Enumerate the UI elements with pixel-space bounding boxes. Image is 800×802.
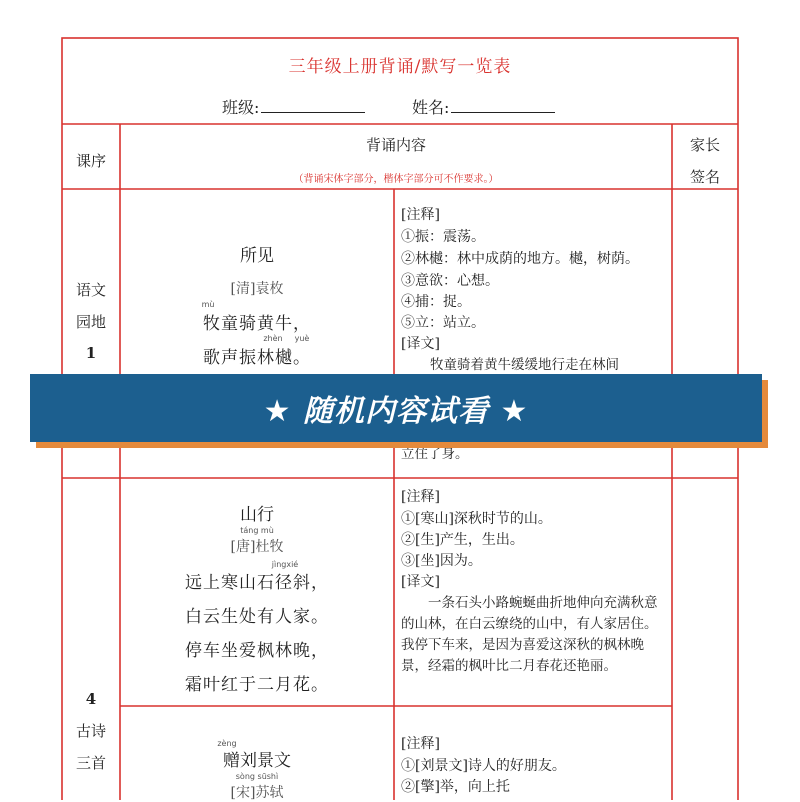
lesson1-line1: 牧童骑黄牛， [203, 314, 311, 334]
lesson4-note-2: ②[生]产生，生出。 [401, 532, 524, 548]
lesson1-note-3: ③意欲：心想。 [401, 273, 499, 289]
lesson1-trans-text: 牧童骑着黄牛缓缓地行走在林间 [430, 357, 619, 373]
lesson4-note-3: ③[坐]因为。 [401, 553, 482, 569]
lesson4-line1: 远上寒山石径斜， [185, 573, 329, 593]
lesson1-label-2: 园地 [75, 313, 106, 331]
lesson1-note-2: ②林樾：林中成荫的地方。樾，树荫。 [401, 251, 639, 267]
class-blank[interactable] [261, 98, 365, 113]
lesson1-pinyin-zhen: zhèn [263, 334, 283, 343]
lesson1-author: [清]袁枚 [230, 281, 284, 297]
lesson4-poem2-note-2: ②[擎]举，向上托 [401, 779, 510, 795]
name-label: 姓名: [412, 98, 450, 117]
lesson4-label-1: 4 [85, 690, 97, 708]
lesson1-line2: 歌声振林樾。 [203, 348, 311, 368]
lesson1-note-5: ⑤立：站立。 [401, 315, 485, 331]
lesson4-poem2-pinyin-zeng: zèng [217, 739, 237, 748]
lesson4-line4: 霜叶红于二月花。 [185, 675, 329, 695]
lesson4-poem2-title: 赠刘景文 [223, 751, 291, 771]
sheet-title: 三年级上册背诵/默写一览表 [288, 57, 512, 77]
lesson4-poem2-note-1: ①[刘景文]诗人的好朋友。 [401, 758, 566, 774]
lesson4-pinyin-jingxie: jìngxié [271, 560, 299, 569]
lesson4-line3: 停车坐爱枫林晚， [185, 641, 329, 661]
lesson1-pinyin-yue: yuè [294, 334, 310, 343]
class-label: 班级: [222, 98, 260, 117]
lesson4-line2: 白云生处有人家。 [185, 607, 329, 627]
lesson4-poem2-notes-head: [注释] [401, 736, 440, 752]
lesson1-pinyin-mu: mù [201, 300, 215, 309]
lesson4-poem-title: 山行 [240, 505, 274, 525]
lesson4-trans-text: 一条石头小路蜿蜒曲折地伸向充满秋意的山林，在白云缭绕的山中，有人家居住。我停下车来，是因为喜爱这深秋的枫林晚景，经霜的枫叶比二月春花还艳丽。 [401, 595, 658, 674]
lesson4-pinyin-author: táng mù [240, 526, 274, 535]
header-parent-2: 签名 [689, 168, 720, 186]
lesson1-trans-head: [译文] [401, 336, 440, 352]
lesson4-poem2-pinyin-author: sòng sūshì [235, 772, 279, 781]
preview-banner: ★ 随机内容试看 ★ [30, 374, 762, 442]
lesson4-label-2: 古诗 [75, 722, 106, 740]
lesson4-label-3: 三首 [75, 754, 106, 772]
header-parent-1: 家长 [689, 136, 720, 154]
lesson1-trans-tail: 立住了身。 [401, 446, 469, 462]
name-field[interactable] [412, 95, 555, 118]
lesson1-notes-head: [注释] [401, 207, 440, 223]
header-content-note: （背诵宋体字部分，楷体字部分可不作要求。） [293, 174, 499, 185]
header-content: 背诵内容 [365, 136, 426, 154]
name-blank[interactable] [451, 98, 555, 113]
lesson1-label-3: 1 [85, 344, 97, 362]
lesson4-trans-head: [译文] [401, 574, 440, 590]
class-field[interactable] [222, 95, 365, 118]
header-lesson: 课序 [75, 152, 106, 170]
lesson4-author: [唐]杜牧 [230, 539, 284, 555]
lesson1-label-1: 语文 [75, 281, 106, 299]
lesson4-notes-head: [注释] [401, 489, 440, 505]
lesson1-note-1: ①振：震荡。 [401, 229, 485, 245]
lesson4-note-1: ①[寒山]深秋时节的山。 [401, 511, 552, 527]
lesson4-poem2-author: [宋]苏轼 [230, 785, 284, 801]
lesson1-poem-title: 所见 [240, 246, 274, 266]
lesson1-note-4: ④捕：捉。 [401, 294, 471, 310]
